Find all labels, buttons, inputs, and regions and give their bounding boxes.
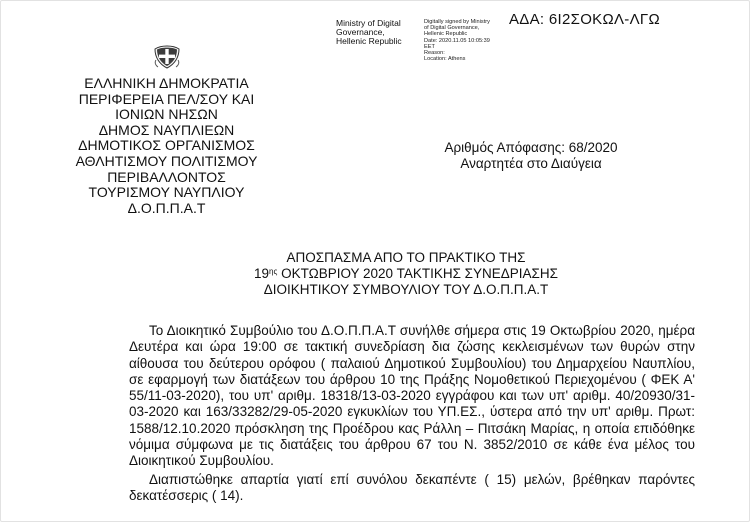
signature-detail-line: EET — [424, 43, 435, 50]
posting-note: Αναρτητέα στο Διαύγεια — [460, 156, 602, 171]
issuer-line: ΙΟΝΙΩΝ ΝΗΣΩΝ — [115, 106, 218, 123]
signer-line: Ministry of Digital — [336, 18, 401, 28]
issuer-line: Δ.Ο.Π.Π.Α.Τ — [127, 199, 206, 216]
decision-number: Αριθμός Απόφασης: 68/2020 — [444, 140, 618, 155]
signature-detail-line: Date: 2020.11.05 10:05:39 — [424, 37, 490, 44]
body-paragraph: Το Διοικητικό Συμβούλιο του Δ.Ο.Π.Π.Α.Τ συνήλθε σήμερα στις 19 Οκτωβρίου 2020, ημέρα Δευτέρα και ώρα 19:00 σε τακτική συνεδρίαση δια ζώσης κεκλεισμένων των θυρών στην αίθουσα του δεύτερου ορόφου ( παλαιού Δημοτικού Συμβουλίου) του Δημαρχείου Ναυπλίου, σε εφαρμογή των διατάξεων του άρθρου 10 της Πράξης Νομοθετικού Περιεχομένου ( ΦΕΚ Α' 55/11-03-2020), του υπ' αριθμ. 18318/13-03-2020 εγγράφου και των υπ' αριθμ. 40/20930/31-03-2020 και 163/33282/29-05-2020 εγκυκλίων του ΥΠ.ΕΣ., ύστερα από την υπ' αριθμ. Πρωτ: 1588/12.10.2020 πρόσκληση της Προέδρου κας Ράλλη – Πιτσάκη Μαρίας, η οποία επιδόθηκε νόμιμα σύμφωνα με τις διατάξεις του άρθρου 67 του Ν. 3852/2010 σε κάθε ένα μέλος του Διοικητικού Συμβουλίου. — [129, 323, 695, 469]
signature-detail-line: Location: Athens — [424, 56, 466, 63]
issuer-line: ΠΕΡΙΦΕΡΕΙΑ ΠΕΛ/ΣΟΥ ΚΑΙ — [78, 90, 255, 107]
issuer-line: ΔΗΜΟΣ ΝΑΥΠΛΙΕΩΝ — [98, 121, 235, 138]
signature-signer — [336, 19, 416, 46]
issuer-line: ΕΛΛΗΝΙΚΗ ΔΗΜΟΚΡΑΤΙΑ — [84, 75, 249, 91]
extract-title-line: ΑΠΟΣΠΑΣΜΑ ΑΠΟ ΤΟ ΠΡΑΚΤΙΚΟ ΤΗΣ — [286, 250, 526, 265]
digital-signature — [336, 18, 556, 63]
signature-detail-line: Digitally signed by Ministry — [424, 19, 490, 25]
meeting-date-rest: ΟΚΤΩΒΡΙΟΥ 2020 ΤΑΚΤΙΚΗΣ ΣΥΝΕΔΡΙΑΣΗΣ — [277, 266, 558, 281]
signer-line: Hellenic Republic — [336, 36, 402, 46]
meeting-day: 19 — [254, 266, 270, 281]
issuer-line: ΠΕΡΙΒΑΛΛΟΝΤΟΣ — [107, 168, 226, 185]
signature-details — [424, 19, 544, 62]
extract-title-line: ΔΙΟΙΚΗΤΙΚΟΥ ΣΥΜΒΟΥΛΙΟΥ ΤΟΥ Δ.Ο.Π.Π.Α.Τ — [263, 282, 549, 297]
extract-title — [181, 250, 631, 298]
signature-detail-line: Hellenic Republic — [424, 31, 468, 38]
extract-title-line — [181, 266, 631, 282]
greek-coat-of-arms-icon — [154, 45, 180, 69]
minutes-body — [129, 323, 695, 504]
body-paragraph: Διαπιστώθηκε απαρτία γιατί επί συνόλου δεκαπέντε ( 15) μελών, βρέθηκαν παρόντες δεκατέσσερις ( 14). — [129, 471, 695, 503]
signature-detail-line: of Digital Governance, — [424, 25, 480, 32]
issuer-line: ΤΟΥΡΙΣΜΟΥ ΝΑΥΠΛΙΟΥ — [88, 184, 245, 201]
ordinal-suffix: ης — [269, 267, 278, 276]
signature-detail-line: Reason: — [424, 50, 445, 57]
ada-code: ΑΔΑ: 6Ι2ΣΟΚΩΛ-ΛΓΩ — [509, 11, 660, 28]
issuer-line: ΔΗΜΟΤΙΚΟΣ ΟΡΓΑΝΙΣΜΟΣ — [78, 137, 255, 154]
decision-info — [431, 140, 631, 172]
issuer-block — [49, 76, 284, 216]
signer-line: Governance, — [336, 27, 385, 37]
issuer-line: ΑΘΛΗΤΙΣΜΟΥ ΠΟΛΙΤΙΣΜΟΥ — [75, 152, 258, 169]
